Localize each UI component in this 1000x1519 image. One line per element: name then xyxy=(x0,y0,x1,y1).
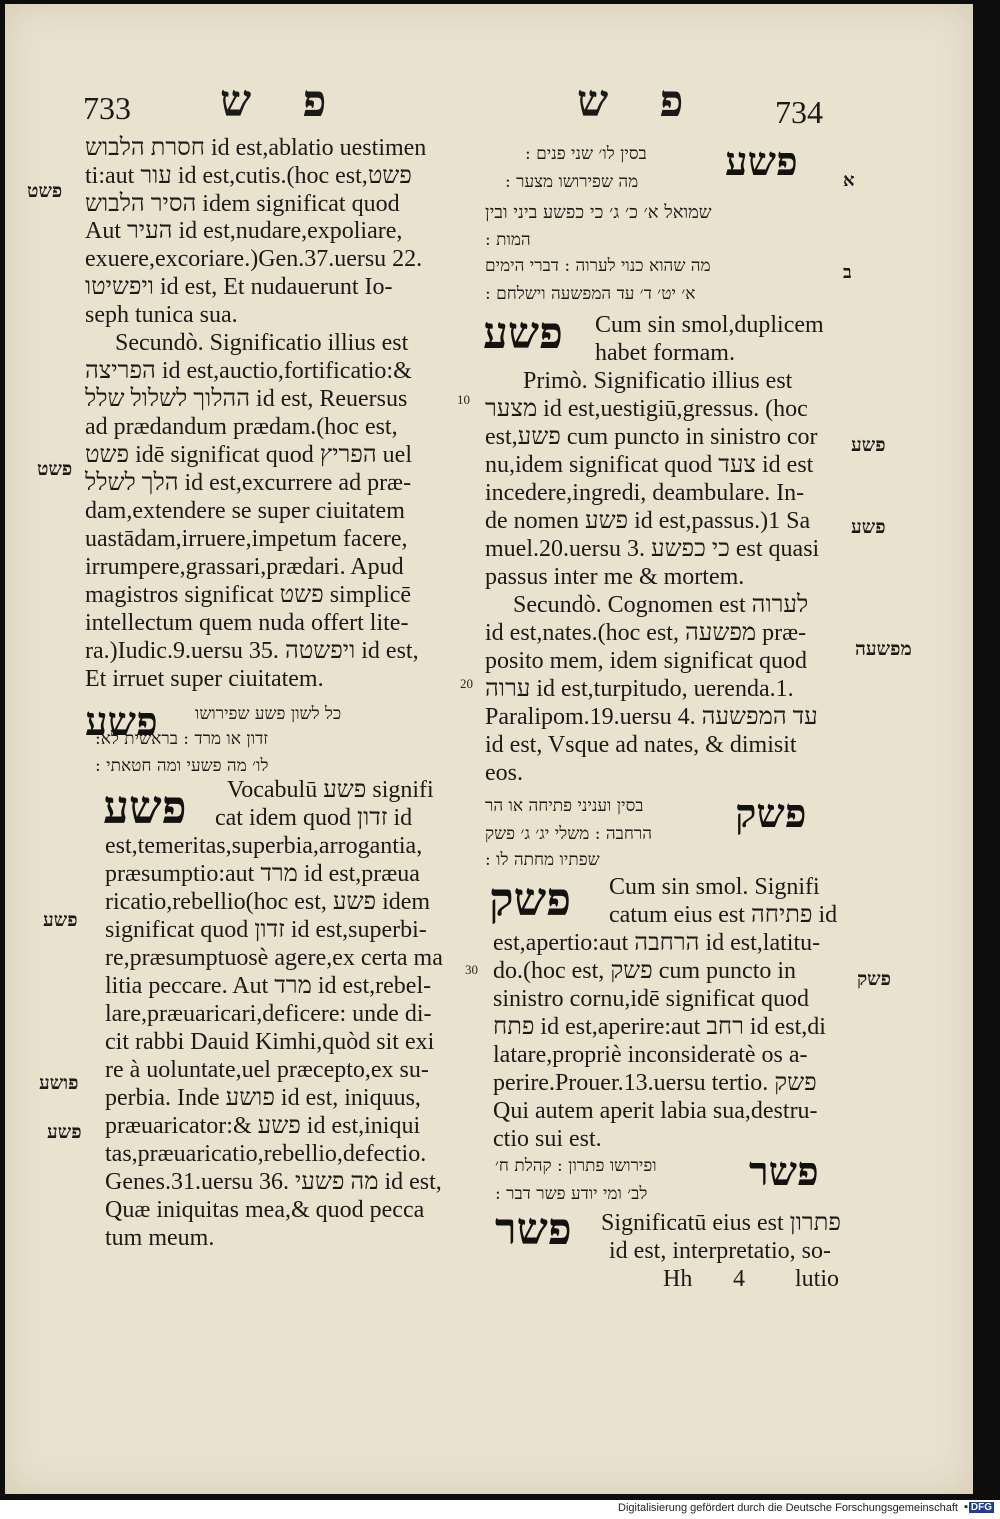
text-line: ti:aut עור id est,cutis.(hoc est,פשט xyxy=(85,163,412,189)
text-line: re à uoluntate,uel præcepto,ex su- xyxy=(105,1057,429,1083)
text-line: id est, Vsque ad nates, & dimisit xyxy=(485,732,797,758)
text-line: cit rabbi Dauid Kimhi,quòd sit exi xyxy=(105,1029,435,1055)
right-running-head: פ ש xyxy=(577,76,702,127)
hebrew-line: בסין ועניני פתיחה או הר xyxy=(485,796,644,816)
entry-heading: פשע xyxy=(725,138,798,185)
entry-heading: פשע xyxy=(85,698,158,745)
hebrew-line: בסין לו׳ שני פנים : xyxy=(525,144,647,164)
hebrew-line: שפתיו מחתה לו : xyxy=(485,850,600,870)
text-line: dam,extendere se super ciuitatem xyxy=(85,498,405,524)
dfg-logo: DFG xyxy=(970,1502,992,1513)
text-line: ctio sui est. xyxy=(493,1126,602,1152)
text-line: habet formam. xyxy=(595,340,735,366)
footer-bar xyxy=(0,1500,1000,1519)
text-line: פשט idē significat quod הפריץ uel xyxy=(85,442,412,468)
text-line: Secundò. Cognomen est לערוה xyxy=(513,592,809,618)
text-line: tas,præuaricatio,rebellio,defectio. xyxy=(105,1141,427,1167)
right-page-number: 734 xyxy=(775,94,823,130)
text-line: significat quod זדון id est,superbi- xyxy=(105,917,427,943)
text-line: ערוה id est,turpitudo, uerenda.1. xyxy=(485,676,794,702)
margin-note: פשט xyxy=(37,458,73,480)
text-line: seph tunica sua. xyxy=(85,302,238,328)
text-line: incedere,ingredi, deambulare. In- xyxy=(485,480,805,506)
text-line: Qui autem aperit labia sua,destru- xyxy=(493,1098,818,1124)
hebrew-line: זדון או מרד : בראשית לא: xyxy=(95,729,268,749)
margin-note: פשק xyxy=(857,968,891,990)
line-number: 10 xyxy=(457,392,470,407)
hebrew-line: לו׳ מה פשעי ומה חטאתי : xyxy=(95,756,269,776)
text-line: Genes.31.uersu 36. מה פשעי id est, xyxy=(105,1169,442,1195)
text-line: ra.)Iudic.9.uersu 35. ויפשטה id est, xyxy=(85,638,419,664)
margin-note: פשט xyxy=(27,180,63,202)
entry-drop-heading: פשק xyxy=(489,872,572,926)
text-line: latare,propriè inconsideratè os a- xyxy=(493,1042,808,1068)
text-line: præsumptio:aut מרד id est,præua xyxy=(105,861,420,887)
text-line: id est, interpretatio, so- xyxy=(609,1238,831,1264)
text-line: re,præsumptuosè agere,ex certa ma xyxy=(105,945,443,971)
text-line: id est,nates.(hoc est, מפשעה præ- xyxy=(485,620,807,646)
text-line: ricatio,rebellio(hoc est, פשע idem xyxy=(105,889,431,915)
hebrew-line: מה שהוא כנוי לערוה : דברי הימים xyxy=(485,256,711,276)
text-line: posito mem, idem significat quod xyxy=(485,648,807,674)
entry-drop-heading: פשר xyxy=(495,1204,572,1255)
hebrew-line: לב׳ ומי יודע פשר דבר : xyxy=(495,1184,648,1204)
entry-heading: פשר xyxy=(749,1148,819,1195)
left-page-number: 733 xyxy=(83,90,131,126)
text-line: præuaricator:& פשע id est,iniqui xyxy=(105,1113,421,1139)
text-line: est,פשע cum puncto in sinistro cor xyxy=(485,424,818,450)
text-line: Cum sin smol. Signifi xyxy=(609,874,820,900)
text-line: ad prædandum prædam.(hoc est, xyxy=(85,414,398,440)
text-line: passus inter me & mortem. xyxy=(485,564,745,590)
text-line: ההלוך לשלול שלל id est, Reuersus xyxy=(85,386,408,412)
text-line: cat idem quod זדון id xyxy=(215,805,413,831)
text-line: lare,præuaricari,deficere: unde di- xyxy=(105,1001,432,1027)
text-line: sinistro cornu,idē significat quod xyxy=(493,986,809,1012)
text-line: הסיר הלבוש idem significat quod xyxy=(85,191,400,217)
text-line: הפריצה id est,auctio,fortificatio:& xyxy=(85,358,412,384)
text-line: eos. xyxy=(485,760,523,786)
text-line: Vocabulū פשע signifi xyxy=(227,777,434,803)
text-line: מצער id est,uestigiū,gressus. (hoc xyxy=(485,396,808,422)
text-line: הלך לשלל id est,excurrere ad præ- xyxy=(85,470,412,496)
hebrew-line: המות : xyxy=(485,230,531,250)
margin-note: פשע xyxy=(47,1121,82,1143)
text-line: Secundò. Significatio illius est xyxy=(115,330,409,356)
text-line: de nomen פשע id est,passus.)1 Sa xyxy=(485,508,811,534)
line-number: 20 xyxy=(460,676,473,691)
entry-heading: פשק xyxy=(735,790,807,837)
margin-letter: א xyxy=(843,170,855,191)
footer-text: Digitalisierung gefördert durch die Deutsche Forschungsgemeinschaft xyxy=(618,1502,958,1514)
margin-note: פשע xyxy=(851,434,886,456)
left-running-head: פ ש xyxy=(220,76,345,127)
hebrew-line: כל לשון פשע שפירושו xyxy=(195,704,342,724)
text-line: Paralipom.19.uersu 4. עד המפשעה xyxy=(485,704,818,730)
hebrew-line: שמואל א׳ כ׳ ג׳ כי כפשע ביני ובין xyxy=(485,202,712,223)
entry-drop-heading: פשע xyxy=(103,780,187,834)
hebrew-line: א׳ יט׳ ד׳ עד המפשעה וישלחם : xyxy=(485,284,696,304)
entry-drop-heading: פשע xyxy=(483,308,563,359)
margin-note: פשע xyxy=(43,909,78,931)
text-line: nu,idem significat quod צעד id est xyxy=(485,452,814,478)
text-line: Aut העיר id est,nudare,expoliare, xyxy=(85,218,403,244)
book-page xyxy=(5,4,973,1494)
text-line: est,apertio:aut הרחבה id est,latitu- xyxy=(493,930,821,956)
text-line: perire.Prouer.13.uersu tertio. פשק xyxy=(493,1070,817,1096)
hebrew-line: הרחבה : משלי יג׳ ג׳ פשק xyxy=(485,824,653,844)
signature-number: 4 xyxy=(733,1266,745,1292)
hebrew-line: ופירושו פתרון : קהלת ח׳ xyxy=(495,1156,657,1176)
text-line: do.(hoc est, פשק cum puncto in xyxy=(493,958,797,984)
text-line: intellectum quem nuda offert lite- xyxy=(85,610,409,636)
text-line: muel.20.uersu 3. כי כפשע est quasi xyxy=(485,536,820,562)
text-line: Cum sin smol,duplicem xyxy=(595,312,824,338)
text-line: פתח id est,aperire:aut רחב id est,di xyxy=(493,1014,826,1040)
text-line: magistros significat פשט simplicē xyxy=(85,582,412,608)
text-line: uastādam,irruere,impetum facere, xyxy=(85,526,408,552)
text-line: catum eius est פתיחה id xyxy=(609,902,838,928)
text-line: Significatū eius est פתרון xyxy=(601,1210,841,1236)
text-line: tum meum. xyxy=(105,1225,215,1251)
margin-note: מפשעה xyxy=(855,638,912,660)
text-line: חסרת הלבוש id est,ablatio uestimen xyxy=(85,135,427,161)
text-line: litia peccare. Aut מרד id est,rebel- xyxy=(105,973,432,999)
line-number: 30 xyxy=(465,962,478,977)
footer-separator-icon: ▪ xyxy=(964,1501,968,1513)
margin-note: פושע xyxy=(39,1072,79,1094)
catchword: lutio xyxy=(795,1266,840,1292)
text-line: perbia. Inde פושע id est, iniquus, xyxy=(105,1085,421,1111)
margin-letter: ב xyxy=(843,262,852,283)
text-line: Et irruet super ciuitatem. xyxy=(85,666,324,692)
text-line: Quæ iniquitas mea,& quod pecca xyxy=(105,1197,425,1223)
text-line: ויפשיטו id est, Et nudauerunt Io- xyxy=(85,274,393,300)
text-line: exuere,excoriare.)Gen.37.uersu 22. xyxy=(85,246,423,272)
signature-mark: Hh xyxy=(663,1266,693,1292)
margin-note: פשע xyxy=(851,516,886,538)
hebrew-line: מה שפירושו מצער : xyxy=(505,172,639,192)
text-line: irrumpere,grassari,prædari. Apud xyxy=(85,554,404,580)
text-line: est,temeritas,superbia,arrogantia, xyxy=(105,833,423,859)
text-line: Primò. Significatio illius est xyxy=(523,368,793,394)
